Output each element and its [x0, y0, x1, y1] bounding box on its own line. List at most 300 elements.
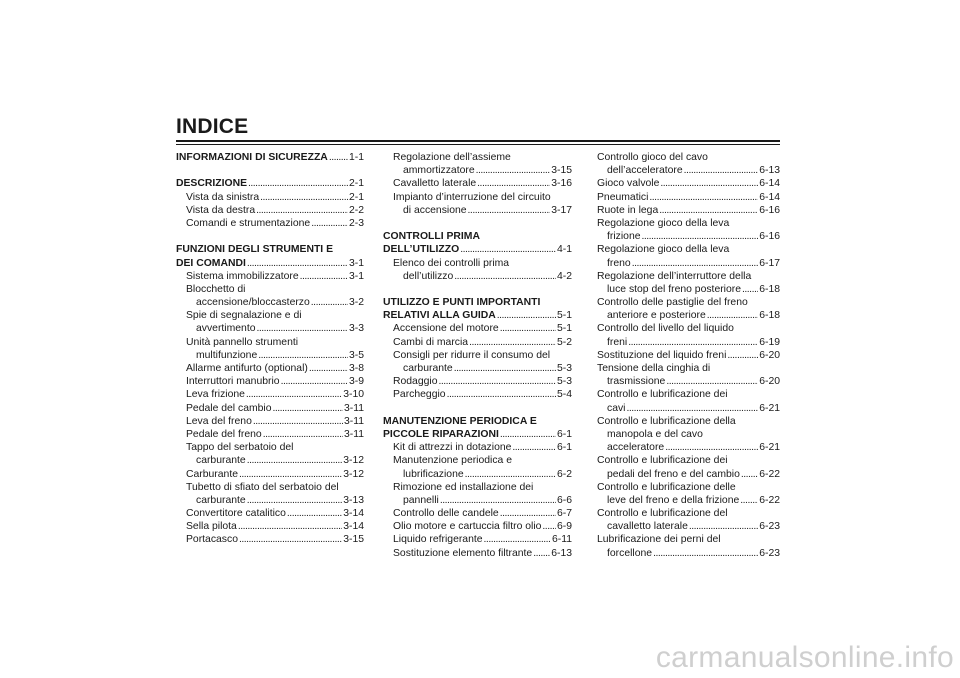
dot-leader	[649, 191, 758, 204]
toc-entry	[597, 349, 780, 362]
dot-leader	[246, 388, 342, 401]
toc-entry-title: multifunzione	[196, 349, 258, 361]
toc-entry	[597, 204, 780, 217]
watermark: carmanualsonline.info	[655, 641, 954, 674]
dot-leader	[512, 441, 556, 454]
dot-leader	[626, 402, 758, 415]
toc-page-number: 3-10	[343, 389, 364, 401]
toc-entry	[597, 547, 780, 560]
dot-leader	[659, 204, 758, 217]
dot-leader	[239, 533, 342, 546]
toc-entry	[597, 494, 780, 507]
dot-leader	[447, 388, 556, 401]
toc-entry	[597, 375, 780, 388]
toc-entry-title: Liquido refrigerante	[393, 534, 483, 546]
toc-entry	[176, 533, 364, 546]
dot-leader	[741, 468, 758, 481]
toc-entry-title: Carburante	[186, 468, 238, 480]
dot-leader	[476, 164, 551, 177]
dot-leader	[660, 177, 758, 190]
toc-entry	[383, 270, 572, 283]
toc-entry-title: Impianto d’interruzione del circuito	[393, 191, 551, 203]
toc-entry-title: Sostituzione elemento filtrante	[393, 547, 533, 559]
toc-entry-title: Lubrificazione dei perni del	[597, 534, 721, 546]
toc-entry-title: Controllo delle pastiglie del freno	[597, 297, 748, 309]
toc-entry-title: Ruote in lega	[597, 204, 659, 216]
toc-entry	[597, 243, 780, 256]
toc-column-3	[597, 151, 780, 560]
spacer	[176, 230, 364, 243]
toc-page-number: 5-3	[556, 376, 572, 388]
dot-leader	[454, 270, 556, 283]
toc-entry	[176, 322, 364, 335]
toc-entry	[597, 520, 780, 533]
toc-page-number: 5-4	[556, 389, 572, 401]
dot-leader	[311, 296, 348, 309]
title-rule-thick	[176, 140, 780, 142]
toc-page-number: 6-1	[556, 428, 572, 440]
toc-entry-title: Regolazione gioco della leva	[597, 217, 730, 229]
toc-page-number: 6-16	[759, 204, 780, 216]
dot-leader	[533, 547, 550, 560]
toc-entry-title: Controllo del livello del liquido	[597, 323, 734, 335]
toc-section-heading	[176, 243, 364, 256]
toc-page-number: 6-22	[759, 494, 780, 506]
toc-page-number: 4-2	[556, 270, 572, 282]
toc-entry-title: dell’acceleratore	[607, 165, 683, 177]
toc-entry-title: Olio motore e cartuccia filtro olio	[393, 521, 542, 533]
toc-entry-title: Interruttori manubrio	[186, 376, 280, 388]
dot-leader	[439, 375, 556, 388]
toc-entry-title: trasmissione	[607, 376, 666, 388]
toc-entry-title: Controllo e lubrificazione delle	[597, 481, 736, 493]
toc-entry	[176, 481, 364, 494]
toc-entry	[383, 520, 572, 533]
toc-entry-title: Portacasco	[186, 534, 238, 546]
toc-entry-title: pedali del freno e del cambio	[607, 468, 740, 480]
toc-entry-title: Leva del freno	[186, 415, 252, 427]
toc-entry	[597, 533, 780, 546]
toc-entry-title: Elenco dei controlli prima	[393, 257, 510, 269]
toc-section-heading	[383, 309, 572, 322]
toc-page-number: 6-16	[759, 231, 780, 243]
toc-entry-title: Regolazione dell’assieme	[393, 152, 511, 163]
dot-leader	[742, 283, 758, 296]
spacer	[383, 402, 572, 415]
toc-page-number: 3-14	[343, 508, 364, 520]
toc-entry	[176, 283, 364, 296]
dot-leader	[740, 494, 758, 507]
toc-section-heading	[383, 230, 572, 243]
toc-entry	[176, 217, 364, 230]
toc-entry-title: Sostituzione del liquido freni	[597, 349, 727, 361]
toc-page-number: 3-11	[343, 415, 364, 427]
toc-entry	[383, 468, 572, 481]
dot-leader	[440, 494, 556, 507]
toc-entry	[176, 204, 364, 217]
toc-entry-title: RELATIVI ALLA GUIDA	[383, 310, 496, 322]
toc-entry	[383, 375, 572, 388]
toc-entry	[597, 362, 780, 375]
toc-entry-title: anteriore e posteriore	[607, 310, 706, 322]
toc-entry-title: Vista da sinistra	[186, 191, 260, 203]
toc-page-number: 5-1	[556, 310, 572, 322]
dot-leader	[632, 257, 759, 270]
toc-entry-title: avvertimento	[196, 323, 256, 335]
toc-entry-title: Regolazione dell’interruttore della	[597, 270, 752, 282]
toc-entry-title: Rimozione ed installazione dei	[393, 481, 534, 493]
toc-entry	[176, 362, 364, 375]
toc-page-number: 6-2	[556, 468, 572, 480]
toc-entry-title: accensione/bloccasterzo	[196, 297, 310, 309]
toc-entry-title: DESCRIZIONE	[176, 178, 248, 190]
toc-entry-title: ammortizzatore	[403, 165, 475, 177]
toc-entry-title: Vista da destra	[186, 204, 256, 216]
toc-entry-title: acceleratore	[607, 442, 665, 454]
toc-entry	[597, 402, 780, 415]
toc-entry-title: Unità pannello strumenti	[186, 336, 299, 348]
dot-leader	[477, 177, 550, 190]
toc-entry	[383, 362, 572, 375]
toc-page-number: 3-5	[348, 349, 364, 361]
dot-leader	[727, 349, 758, 362]
dot-leader	[665, 441, 758, 454]
spacer	[176, 164, 364, 177]
toc-entry-title: Controllo e lubrificazione dei	[597, 389, 728, 401]
toc-entry	[176, 402, 364, 415]
dot-leader	[309, 362, 348, 375]
dot-leader	[253, 415, 343, 428]
toc-page-number: 3-11	[343, 428, 364, 440]
toc-entry	[383, 349, 572, 362]
dot-leader	[465, 468, 556, 481]
toc-page-number: 3-14	[343, 521, 364, 533]
toc-entry-title: Accensione del motore	[393, 323, 499, 335]
toc-entry	[176, 520, 364, 533]
toc-entry	[383, 441, 572, 454]
dot-leader	[311, 217, 348, 230]
toc-entry-title: Tappo del serbatoio del	[186, 442, 294, 454]
toc-entry	[383, 177, 572, 190]
toc-entry-title: Sella pilota	[186, 521, 237, 533]
dot-leader	[666, 375, 758, 388]
toc-entry	[383, 507, 572, 520]
toc-entry	[597, 322, 780, 335]
toc-entry	[383, 164, 572, 177]
toc-section-heading	[383, 243, 572, 256]
dot-leader	[238, 520, 342, 533]
toc-page-number: 6-23	[759, 521, 780, 533]
toc-entry	[597, 309, 780, 322]
toc-entry	[597, 428, 780, 441]
dot-leader	[500, 428, 556, 441]
toc-entry-title: Manutenzione periodica e	[393, 455, 512, 467]
toc-page-number: 6-23	[759, 547, 780, 559]
toc-entry	[597, 336, 780, 349]
toc-entry	[597, 230, 780, 243]
toc-entry	[176, 388, 364, 401]
dot-leader	[287, 507, 342, 520]
toc-page-number: 3-12	[343, 455, 364, 467]
toc-entry-title: carburante	[403, 363, 453, 374]
toc-entry-title: Convertitore catalitico	[186, 508, 286, 520]
toc-entry-title: carburante	[196, 494, 246, 506]
toc-page-number: 3-11	[343, 402, 364, 414]
toc-page-number: 6-6	[556, 494, 572, 506]
dot-leader	[239, 468, 342, 481]
toc-page-number: 3-13	[343, 494, 364, 506]
toc-entry	[597, 415, 780, 428]
dot-leader	[454, 362, 556, 375]
dot-leader	[628, 336, 758, 349]
toc-page-number: 3-2	[348, 297, 364, 309]
toc-section-heading	[176, 177, 364, 190]
dot-leader	[258, 349, 348, 362]
toc-entry	[383, 547, 572, 560]
toc-page-number: 5-1	[556, 323, 572, 335]
toc-entry-title: Leva frizione	[186, 389, 245, 401]
toc-entry	[383, 336, 572, 349]
toc-entry-title: Controllo e lubrificazione dei	[597, 455, 728, 467]
toc-entry-title: forcellone	[607, 547, 653, 559]
toc-entry	[597, 388, 780, 401]
toc-entry	[176, 507, 364, 520]
spacer	[383, 283, 572, 296]
toc-entry	[176, 428, 364, 441]
dot-leader	[300, 270, 348, 283]
toc-entry-title: Pedale del cambio	[186, 402, 272, 414]
toc-entry	[383, 494, 572, 507]
dot-leader	[684, 164, 759, 177]
toc-entry-title: INFORMAZIONI DI SICUREZZA	[176, 152, 328, 163]
toc-entry-title: Tensione della cinghia di	[597, 363, 711, 374]
toc-entry	[176, 454, 364, 467]
toc-entry-title: lubrificazione	[403, 468, 464, 480]
toc-entry	[383, 204, 572, 217]
toc-entry	[176, 349, 364, 362]
toc-entry-title: Spie di segnalazione e di	[186, 310, 302, 322]
toc-entry-title: Parcheggio	[393, 389, 446, 401]
toc-page-number: 2-2	[348, 204, 364, 216]
dot-leader	[247, 494, 343, 507]
toc-entry	[176, 468, 364, 481]
dot-leader	[653, 547, 758, 560]
toc-entry-title: Sistema immobilizzatore	[186, 270, 299, 282]
dot-leader	[247, 454, 343, 467]
toc-page-number: 3-8	[348, 363, 364, 374]
toc-page-number: 5-3	[556, 363, 572, 374]
toc-entry-title: freni	[607, 336, 628, 348]
dot-leader	[500, 322, 556, 335]
toc-entry	[176, 296, 364, 309]
toc-page-number: 3-1	[348, 270, 364, 282]
toc-page-number: 6-14	[759, 191, 780, 203]
toc-entry-title: freno	[607, 257, 631, 269]
toc-entry-title: frizione	[607, 231, 641, 243]
toc-page-number: 6-22	[759, 468, 780, 480]
dot-leader	[500, 507, 556, 520]
toc-entry-title: UTILIZZO E PUNTI IMPORTANTI	[383, 297, 541, 309]
toc-entry-title: DEI COMANDI	[176, 257, 246, 269]
toc-entry	[597, 481, 780, 494]
dot-leader	[256, 204, 348, 217]
toc-page-number: 6-19	[759, 336, 780, 348]
toc-page-number: 6-18	[759, 283, 780, 295]
toc-entry-title: Controllo gioco del cavo	[597, 152, 708, 163]
toc-entry	[383, 151, 572, 164]
toc-section-heading	[383, 415, 572, 428]
toc-entry-title: Rodaggio	[393, 376, 438, 388]
toc-entry-title: Comandi e strumentazione	[186, 217, 311, 229]
toc-entry	[597, 164, 780, 177]
toc-entry	[383, 257, 572, 270]
toc-page-number: 3-15	[551, 165, 572, 177]
toc-page-number: 2-1	[348, 191, 364, 203]
toc-section-heading	[383, 296, 572, 309]
toc-page-number: 6-21	[759, 442, 780, 454]
toc-entry	[597, 177, 780, 190]
dot-leader	[460, 243, 556, 256]
toc-page-number: 3-17	[551, 204, 572, 216]
toc-page-number: 6-1	[556, 442, 572, 454]
dot-leader	[263, 428, 343, 441]
toc-entry-title: Kit di attrezzi in dotazione	[393, 442, 512, 454]
toc-entry-title: Blocchetto di	[186, 283, 246, 295]
toc-entry	[597, 283, 780, 296]
toc-entry	[176, 191, 364, 204]
toc-entry-title: di accensione	[403, 204, 467, 216]
toc-entry-title: Consigli per ridurre il consumo del	[393, 349, 551, 361]
toc-entry-title: Cavalletto laterale	[393, 178, 477, 190]
dot-leader	[281, 375, 348, 388]
toc-entry-title: cavi	[607, 402, 626, 414]
toc-entry	[176, 309, 364, 322]
toc-page-number: 6-13	[759, 165, 780, 177]
toc-page-number: 6-14	[759, 178, 780, 190]
toc-entry-title: FUNZIONI DEGLI STRUMENTI E	[176, 244, 334, 256]
toc-entry	[597, 191, 780, 204]
toc-entry-title: Gioco valvole	[597, 178, 660, 190]
toc-page-number: 3-1	[348, 257, 364, 269]
toc-entry-title: Pneumatici	[597, 191, 649, 203]
dot-leader	[468, 204, 551, 217]
toc-entry	[597, 270, 780, 283]
toc-entry-title: PICCOLE RIPARAZIONI	[383, 428, 499, 440]
dot-leader	[469, 336, 556, 349]
toc-entry-title: Tubetto di sfiato del serbatoio del	[186, 481, 339, 493]
toc-page-number: 4-1	[556, 244, 572, 256]
toc-page-number: 3-12	[343, 468, 364, 480]
toc-entry-title: pannelli	[403, 494, 439, 506]
toc-entry	[597, 454, 780, 467]
dot-leader	[484, 533, 551, 546]
toc-entry-title: manopola e del cavo	[607, 428, 703, 440]
toc-entry-title: Pedale del freno	[186, 428, 262, 440]
dot-leader	[689, 520, 758, 533]
toc-page-number: 6-17	[759, 257, 780, 269]
title-rule-thin	[176, 144, 780, 145]
toc-entry	[597, 257, 780, 270]
toc-entry-title: luce stop del freno posteriore	[607, 283, 742, 295]
toc-entry	[597, 217, 780, 230]
toc-column-1	[176, 151, 364, 547]
toc-page-number: 6-11	[551, 534, 572, 546]
toc-entry	[597, 296, 780, 309]
toc-page-number: 6-9	[556, 521, 572, 533]
toc-entry-title: leve del freno e della frizione	[607, 494, 740, 506]
toc-entry	[383, 388, 572, 401]
toc-entry-title: Regolazione gioco della leva	[597, 244, 730, 256]
toc-page-number: 6-13	[551, 547, 572, 559]
toc-page-number: 3-15	[343, 534, 364, 546]
page-title: INDICE	[176, 115, 249, 138]
toc-page-number: 3-3	[348, 323, 364, 335]
toc-page-number: 6-20	[759, 349, 780, 361]
toc-entry-title: Controllo e lubrificazione della	[597, 415, 736, 427]
toc-page-number: 1-1	[348, 152, 364, 163]
dot-leader	[247, 257, 348, 270]
toc-entry	[176, 441, 364, 454]
toc-page-number: 3-9	[348, 376, 364, 388]
toc-entry-title: Allarme antifurto (optional)	[186, 363, 308, 374]
toc-entry	[597, 507, 780, 520]
dot-leader	[260, 191, 348, 204]
toc-entry	[383, 533, 572, 546]
toc-entry-title: dell’utilizzo	[403, 270, 454, 282]
toc-entry	[176, 336, 364, 349]
toc-entry	[383, 322, 572, 335]
toc-column-2	[383, 151, 572, 560]
toc-page-number: 5-2	[556, 336, 572, 348]
toc-entry-title: carburante	[196, 455, 246, 467]
toc-entry	[383, 191, 572, 204]
toc-entry-title: MANUTENZIONE PERIODICA E	[383, 415, 537, 427]
toc-entry	[383, 481, 572, 494]
toc-entry-title: cavalletto laterale	[607, 521, 688, 533]
toc-entry-title: Controllo delle candele	[393, 508, 499, 520]
dot-leader	[273, 402, 343, 415]
dot-leader	[642, 230, 759, 243]
spacer	[383, 217, 572, 230]
toc-entry-title: DELL’UTILIZZO	[383, 244, 460, 256]
toc-entry	[597, 151, 780, 164]
toc-entry	[176, 270, 364, 283]
dot-leader	[256, 322, 347, 335]
toc-page-number: 6-7	[556, 508, 572, 520]
toc-entry	[176, 415, 364, 428]
toc-section-heading	[176, 257, 364, 270]
toc-entry	[176, 375, 364, 388]
dot-leader	[248, 177, 348, 190]
dot-leader	[707, 309, 758, 322]
toc-page-number: 2-3	[348, 217, 364, 229]
toc-page-number: 6-21	[759, 402, 780, 414]
toc-entry	[176, 494, 364, 507]
toc-page-number: 3-16	[551, 178, 572, 190]
toc-entry-title: Controllo e lubrificazione del	[597, 508, 728, 520]
toc-entry	[383, 454, 572, 467]
toc-entry	[597, 441, 780, 454]
dot-leader	[497, 309, 556, 322]
toc-page-number: 6-20	[759, 376, 780, 388]
toc-entry-title: Cambi di marcia	[393, 336, 469, 348]
toc-section-heading	[383, 428, 572, 441]
dot-leader	[542, 520, 556, 533]
toc-entry	[597, 468, 780, 481]
dot-leader	[329, 151, 348, 164]
toc-entry-title: CONTROLLI PRIMA	[383, 231, 480, 243]
toc-section-heading	[176, 151, 364, 164]
